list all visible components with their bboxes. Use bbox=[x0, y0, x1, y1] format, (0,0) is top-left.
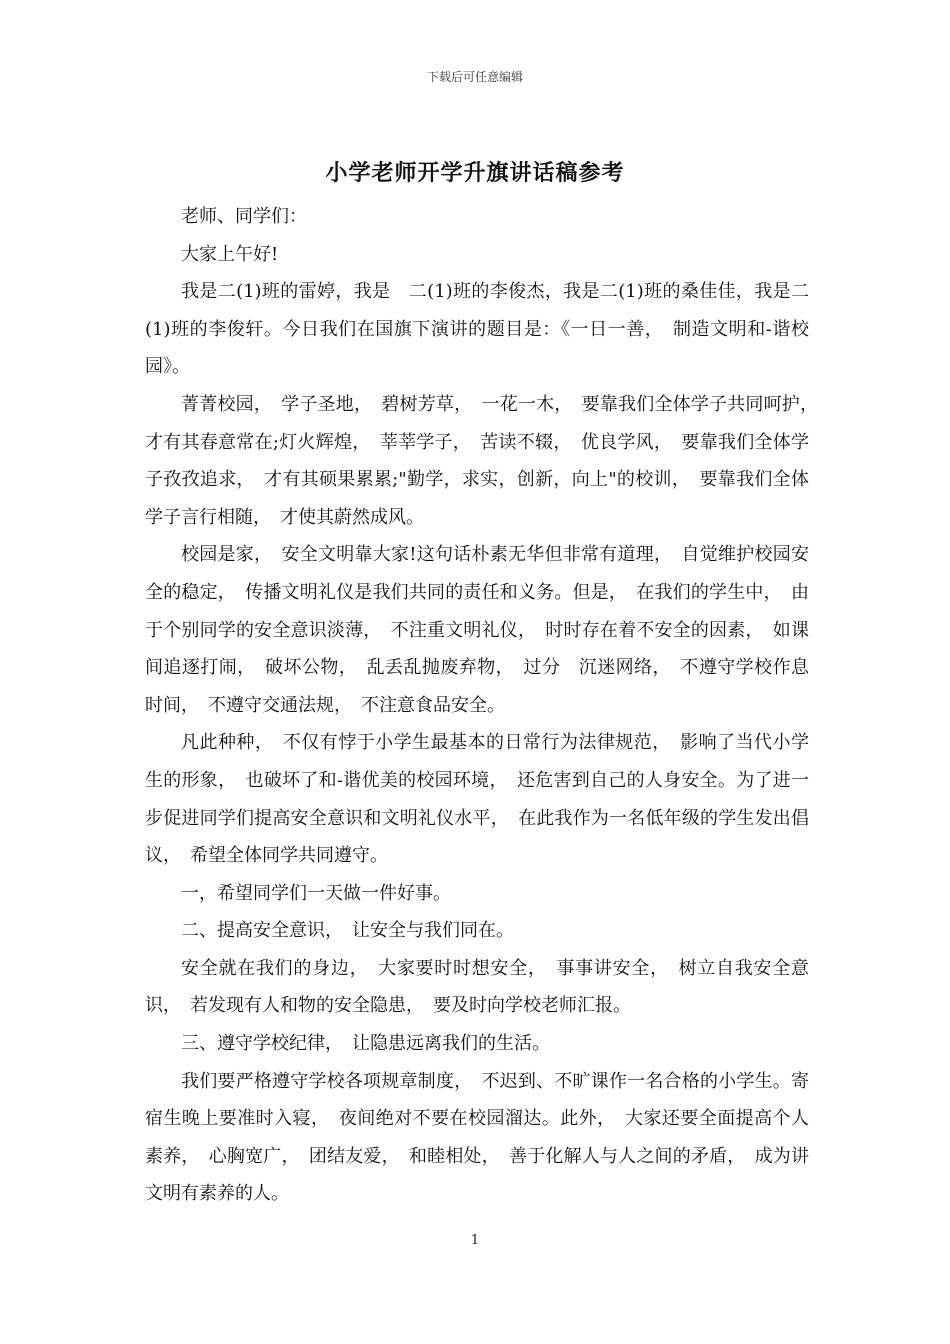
paragraph-discipline: 我们要严格遵守学校各项规章制度， 不迟到、不旷课作一名合格的小学生。寄宿生晚上要准时入寝， 夜间绝对不要在校园溜达。此外， 大家还要全面提高个人素养， 心胸宽广， 团结友爱， 和睦相处， 善于化解人与人之间的矛盾， 成为讲文明有素养的人。 bbox=[145, 1070, 809, 1205]
page-header-note: 下载后可任意编辑 bbox=[426, 70, 523, 84]
paragraph-safety-awareness: 安全就在我们的身边， 大家要时时想安全， 事事讲安全， 树立自我安全意识， 若发现有人和物的安全隐患， 要及时向学校老师汇报。 bbox=[145, 957, 809, 1017]
paragraph-point-three: 三、遵守学校纪律， 让隐患远离我们的生活。 bbox=[181, 1033, 550, 1055]
paragraph-consequences: 凡此种种， 不仅有悖于小学生最基本的日常行为法律规范， 影响了当代小学生的形象， 也破坏了和-谐优美的校园环境， 还危害到自己的人身安全。为了进一步促进同学们提高安全意识和文明礼仪水平， 在此我作为一名低年级的学生发出倡议， 希望全体同学共同遵守。 bbox=[145, 732, 809, 867]
paragraph-greeting: 老师、同学们： bbox=[181, 206, 307, 227]
paragraph-salutation: 大家上午好! bbox=[181, 243, 279, 265]
document-body bbox=[145, 198, 827, 1213]
document-title: 小学老师开学升旗讲话稿参考 bbox=[325, 160, 625, 186]
paragraph-safety-home: 校园是家， 安全文明靠大家!这句话朴素无华但非常有道理， 自觉维护校园安全的稳定， 传播文明礼仪是我们共同的责任和义务。但是， 在我们的学生中， 由于个别同学的安全意识淡薄， 不注重文明礼仪， 时时存在着不安全的因素， 如课间追逐打闹， 破坏公物， 乱丢乱抛废弃物， 过分 沉迷网络， 不遵守学校作息时间， 不遵守交通法规， 不注意食品安全。 bbox=[145, 544, 809, 716]
paragraph-point-one: 一，希望同学们一天做一件好事。 bbox=[181, 882, 451, 904]
paragraph-point-two: 二、提高安全意识， 让安全与我们同在。 bbox=[181, 920, 514, 942]
page-number: 1 bbox=[470, 1233, 480, 1248]
paragraph-campus: 菁菁校园， 学子圣地， 碧树芳草， 一花一木， 要靠我们全体学子共同呵护， 才有其春意常在;灯火辉煌， 莘莘学子， 苦读不辍， 优良学风， 要靠我们全体学子孜孜追求， 才有其硕果累累;"勤学，求实，创新，向上"的校训， 要靠我们全体学子言行相随， 才使其蔚然成风。 bbox=[145, 393, 827, 528]
paragraph-introduction: 我是二(1)班的雷婷，我是 二(1)班的李俊杰，我是二(1)班的桑佳佳，我是二(1)班的李俊轩。今日我们在国旗下演讲的题目是：《一日一善， 制造文明和-谐校园》。 bbox=[145, 281, 809, 378]
